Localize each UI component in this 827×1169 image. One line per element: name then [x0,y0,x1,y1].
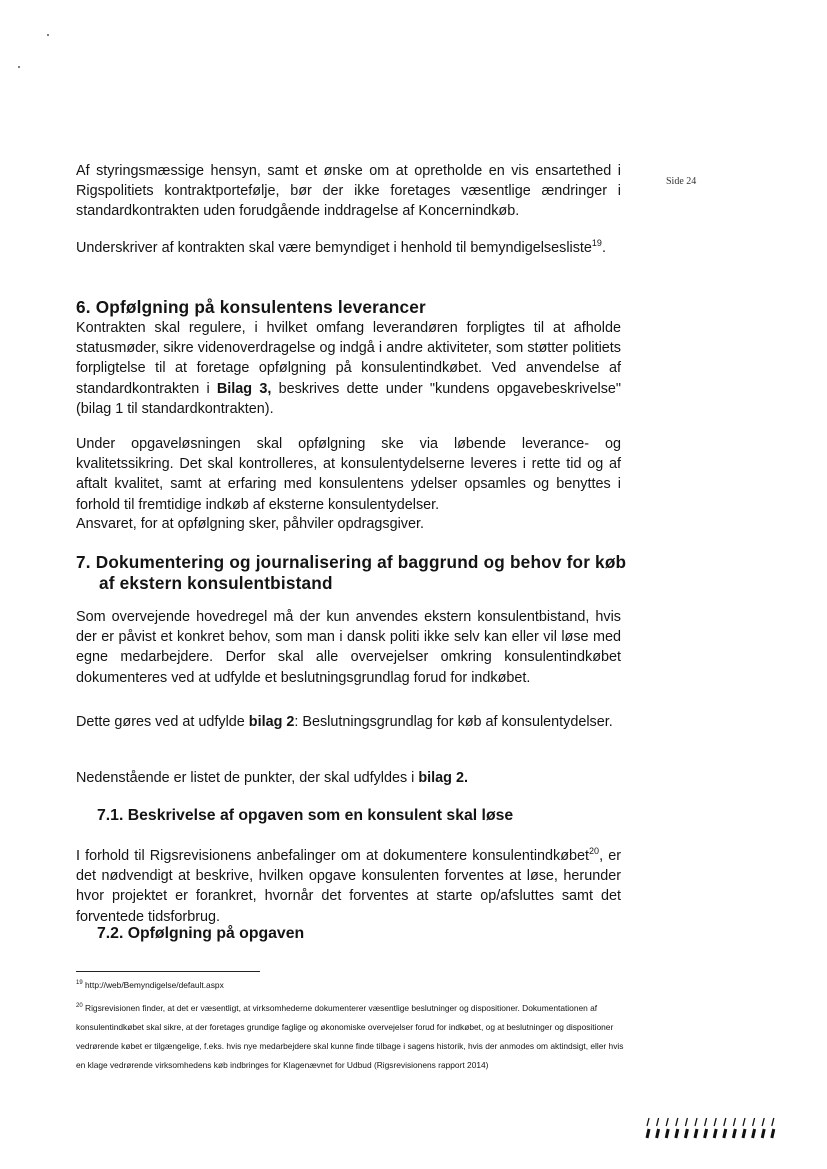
barcode-stroke [743,1118,745,1126]
paragraph: Som overvejende hovedregel må der kun anvendes ekstern konsulentbistand, hvis der er påvist et konkret behov, som man i dansk politi ikke selv kan eller vil løse med egne medarbejdere. Derfor skal alle overvejelser omkring konsulentindkøbet dokumenteres ved at udfylde et beslutningsgrundlag forud for indkøbet. [76,609,621,686]
paragraph: Af styringsmæssige hensyn, samt et ønske om at opretholde en vis ensartethed i Rigspolitiets kontraktportefølje, bør der ikke foretages væsentlige ændringer i standardkontrakten uden forudgående inddragelse af Koncernindkøb. [76,163,621,220]
paragraph-text: Nedenstående er listet de punkter, der skal udfyldes i [76,770,419,786]
barcode-stroke [695,1118,697,1126]
barcode-stroke [772,1129,774,1138]
paragraph-text: Dette gøres ved at udfylde [76,714,249,730]
barcode-stroke [714,1118,716,1126]
barcode-stroke [647,1118,649,1126]
barcode-stroke [753,1129,755,1138]
footnote-ref: 19 [591,238,602,249]
barcode-mark [644,1117,780,1139]
section-heading-7: 7. Dokumentering og journalisering af baggrund og behov for køb af ekstern konsulentbistand [76,552,627,593]
bold-text: bilag 2. [418,770,468,786]
footnote-separator [76,971,260,972]
paragraph-text: I forhold til Rigsrevisionens anbefalinger om at dokumentere konsulentindkøbet [76,848,590,864]
barcode-stroke [714,1129,716,1138]
bold-text: Bilag 3, [216,380,272,397]
footnote-number: 20 [76,1003,83,1010]
paragraph-text: : Beslutningsgrundlag for køb af konsulentydelser. [294,714,613,730]
barcode-stroke [685,1129,687,1138]
barcode-stroke [733,1129,735,1138]
scan-speck [47,34,49,36]
barcode-stroke [705,1129,707,1138]
paragraph [76,846,621,927]
barcode-stroke [753,1118,755,1126]
paragraph [76,318,621,419]
bold-text: bilag 2 [248,714,295,730]
footnote-19 [76,976,624,995]
paragraph: Under opgaveløsningen skal opfølgning ske via løbende leverance- og kvalitetssikring. Det skal kontrolleres, at konsulentydelserne leveres i rette tid og af aftalt kvalitet, samt at erfaring med konsulentens ydelser opsamles og benyttes i forhold til fremtidige indkøb af eksterne konsulentydelser. [76,436,621,513]
barcode-stroke [666,1118,668,1126]
paragraph-text: beskrives dette under "kundens opgavebeskrivelse" (bilag 1 til standardkontrakten). [76,380,621,417]
barcode-stroke [695,1129,697,1138]
footnote-number: 19 [76,980,83,987]
barcode-stroke [657,1129,659,1138]
section-heading-6: 6. Opfølgning på konsulentens leverancer [76,297,426,317]
barcode-stroke [724,1118,726,1126]
barcode-stroke [733,1118,735,1126]
page-number: Side 24 [666,176,697,187]
barcode-stroke [647,1129,649,1138]
paragraph: Ansvaret, for at opfølgning sker, påhviler opdragsgiver. [76,516,424,532]
barcode-stroke [772,1118,774,1126]
subsection-heading-7-1: 7.1. Beskrivelse af opgaven som en konsulent skal løse [97,807,514,824]
footnote-20 [76,999,624,1075]
scan-speck [18,66,20,68]
barcode-stroke [743,1129,745,1138]
paragraph-text: . [601,240,606,256]
barcode-stroke [676,1129,678,1138]
paragraph-text: Kontrakten skal regulere, i hvilket omfang leverandøren forpligtes til at afholde statusmøder, sikre videnoverdragelse og indgå i andre aktiviteter, som støtter politiets forpligtelse til at foretage opfølgning på konsulentindkøbet. Ved anvendelse af standardkontrakten i [76,320,621,397]
paragraph [76,768,621,788]
footnote-ref: 20 [589,846,600,857]
paragraph [76,712,621,732]
barcode-stroke [666,1129,668,1138]
subsection-heading-7-2: 7.2. Opfølgning på opgaven [97,925,305,942]
footnote-text: http://web/Bemyndigelse/default.aspx [85,980,224,990]
paragraph-text: , er det nødvendigt at beskrive, hvilken opgave konsulenten forventes at løse, herunder hvor projektet er forankret, hvornår det forventes at starte op/afsluttes samt det forventede tidsforbrug. [76,848,621,925]
paragraph-text: Underskriver af kontrakten skal være bemyndiget i henhold til bemyndigelsesliste [76,240,592,256]
footnote-text: Rigsrevisionen finder, at det er væsentligt, at virksomhederne dokumenterer væsentlige beslutninger og dispositioner. Dokumentationen af konsulentindkøbet skal sikre, at der foretages grundige faglige og økonomiske overvejelser forud for indkøbet, og at beslutninger og dispositioner vedrørende købet er tilgængelige, f.eks. hvis nye medarbejdere skal kunne finde tilbage i sagens historik, hvis der anmodes om aktindsigt, eller hvis en klage vedrørende virksomhedens køb indbringes for Klagenævnet for Udbud (Rigsrevisionens rapport 2014) [76,1003,624,1070]
barcode-stroke [724,1129,726,1138]
barcode-stroke [762,1118,764,1126]
barcode-stroke [705,1118,707,1126]
barcode-stroke [762,1129,764,1138]
barcode-stroke [676,1118,678,1126]
barcode-stroke [657,1118,659,1126]
barcode-stroke [685,1118,687,1126]
paragraph [76,238,621,258]
